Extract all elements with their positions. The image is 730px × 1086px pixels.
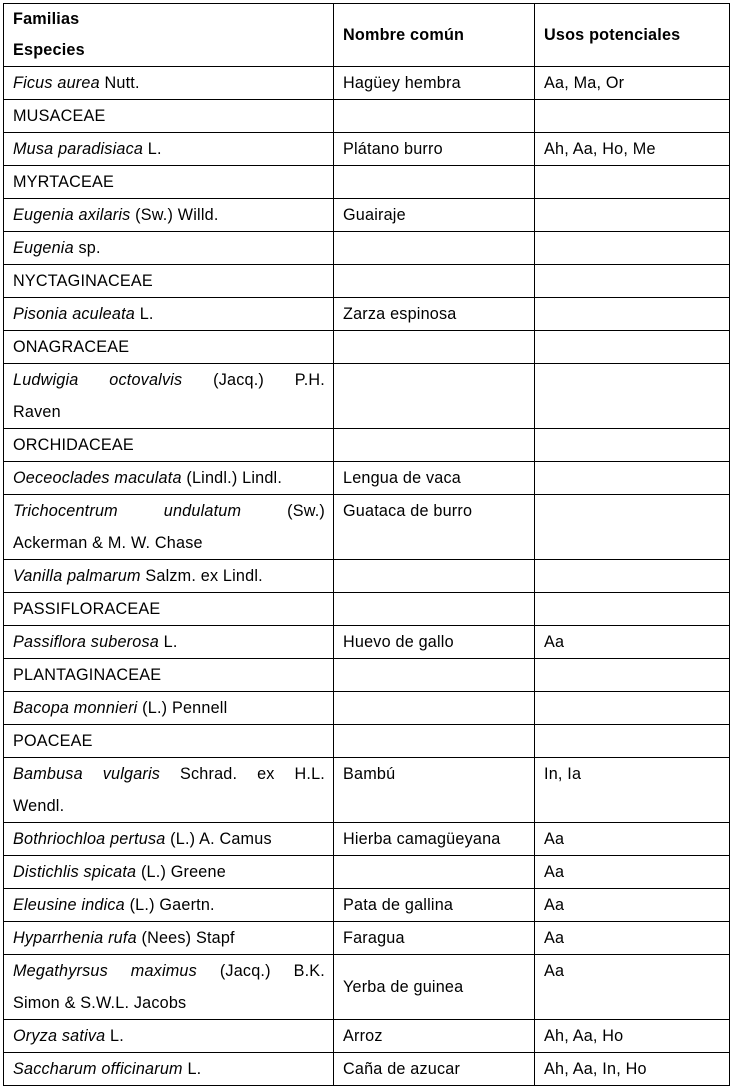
species-row (4, 298, 730, 331)
uses-cell: Aa (535, 626, 730, 659)
common-name-cell: Yerba de guinea (334, 955, 535, 1020)
species-author: (L.) A. Camus (165, 830, 272, 848)
common-name-cell: Guataca de burro (334, 495, 535, 560)
species-name (4, 67, 334, 100)
common-name-cell: Bambú (334, 758, 535, 823)
species-author: Nutt. (99, 74, 140, 92)
uses-cell (535, 462, 730, 495)
species-name (4, 692, 334, 725)
species-binomial: Vanilla palmarum (13, 567, 141, 585)
species-name-line1 (13, 495, 325, 527)
uses-cell (535, 560, 730, 593)
species-author-part: H.L. (294, 765, 325, 783)
species-binomial: Eleusine indica (13, 896, 125, 914)
family-row (4, 725, 730, 758)
species-author: L. (105, 1027, 124, 1045)
common-name-cell (334, 232, 535, 265)
species-author-part: B.K. (293, 962, 325, 980)
uses-cell (535, 265, 730, 298)
species-author: (Lindl.) Lindl. (181, 469, 283, 487)
species-row (4, 1020, 730, 1053)
species-genus: Megathyrsus (13, 962, 108, 980)
species-author: L. (158, 633, 178, 651)
species-genus: Ludwigia (13, 371, 79, 389)
family-name: ORCHIDACEAE (4, 429, 334, 462)
uses-cell (535, 166, 730, 199)
uses-cell (535, 100, 730, 133)
uses-cell: Ah, Aa, Ho, Me (535, 133, 730, 166)
uses-cell: Aa (535, 823, 730, 856)
header-row (4, 4, 730, 67)
common-name-cell: Caña de azucar (334, 1053, 535, 1086)
species-name (4, 1053, 334, 1086)
common-name-cell (334, 166, 535, 199)
species-row (4, 232, 730, 265)
species-author: Salzm. ex Lindl. (140, 567, 263, 585)
species-name-line1 (13, 758, 325, 790)
species-author-part: ex (257, 765, 275, 783)
uses-cell (535, 199, 730, 232)
common-name-cell: Plátano burro (334, 133, 535, 166)
uses-cell: In, Ia (535, 758, 730, 823)
common-name-cell: Arroz (334, 1020, 535, 1053)
common-name-cell: Guairaje (334, 199, 535, 232)
species-name (4, 298, 334, 331)
common-name-cell: Pata de gallina (334, 889, 535, 922)
species-genus: Bambusa (13, 765, 83, 783)
common-name-cell (334, 725, 535, 758)
uses-cell: Ah, Aa, In, Ho (535, 1053, 730, 1086)
common-name-cell: Hagüey hembra (334, 67, 535, 100)
species-row (4, 133, 730, 166)
species-author-part: (Jacq.) (213, 371, 265, 389)
uses-cell: Aa (535, 922, 730, 955)
species-name (4, 856, 334, 889)
species-row (4, 692, 730, 725)
species-epithet: octovalvis (109, 371, 183, 389)
species-name (4, 462, 334, 495)
species-row (4, 495, 730, 560)
family-row (4, 659, 730, 692)
species-binomial: Hyparrhenia rufa (13, 929, 137, 947)
common-name-cell (334, 364, 535, 429)
family-row (4, 429, 730, 462)
family-name: PASSIFLORACEAE (4, 593, 334, 626)
common-name-cell: Hierba camagüeyana (334, 823, 535, 856)
species-binomial: Bacopa monnieri (13, 699, 138, 717)
species-name (4, 495, 334, 560)
species-binomial: Musa paradisiaca (13, 140, 144, 158)
species-row (4, 364, 730, 429)
species-row (4, 758, 730, 823)
uses-cell: Aa (535, 889, 730, 922)
family-row (4, 265, 730, 298)
uses-cell: Aa (535, 955, 730, 1020)
species-row (4, 462, 730, 495)
species-row (4, 955, 730, 1020)
species-author: (Sw.) Willd. (130, 206, 219, 224)
species-name (4, 199, 334, 232)
species-binomial: Distichlis spicata (13, 863, 137, 881)
family-row (4, 331, 730, 364)
species-binomial: Oryza sativa (13, 1027, 106, 1045)
species-author-part: Schrad. (180, 765, 238, 783)
species-epithet: maximus (130, 962, 197, 980)
species-author: (L.) Gaertn. (124, 896, 215, 914)
common-name-cell (334, 429, 535, 462)
common-name-cell (334, 100, 535, 133)
species-name-line2: Ackerman & M. W. Chase (13, 534, 203, 552)
common-name-cell: Faragua (334, 922, 535, 955)
common-name-cell (334, 265, 535, 298)
family-name: POACEAE (4, 725, 334, 758)
species-row (4, 856, 730, 889)
species-author: L. (182, 1060, 202, 1078)
species-author: (L.) Greene (136, 863, 226, 881)
species-row (4, 67, 730, 100)
species-name-line2: Wendl. (13, 797, 65, 815)
species-author: (L.) Pennell (137, 699, 228, 717)
species-epithet: vulgaris (102, 765, 161, 783)
species-author-part: P.H. (294, 371, 325, 389)
common-name-cell (334, 560, 535, 593)
species-genus: Trichocentrum (13, 502, 118, 520)
family-row (4, 593, 730, 626)
header-potential-uses: Usos potenciales (535, 4, 730, 67)
species-name-line2: Raven (13, 403, 61, 421)
uses-cell: Aa (535, 856, 730, 889)
species-binomial: Ficus aurea (13, 74, 100, 92)
uses-cell (535, 495, 730, 560)
species-binomial: Bothriochloa pertusa (13, 830, 166, 848)
species-name (4, 626, 334, 659)
uses-cell: Ah, Aa, Ho (535, 1020, 730, 1053)
species-binomial: Oeceoclades maculata (13, 469, 182, 487)
family-name: MYRTACEAE (4, 166, 334, 199)
family-name: NYCTAGINACEAE (4, 265, 334, 298)
species-row (4, 823, 730, 856)
species-row (4, 922, 730, 955)
species-row (4, 560, 730, 593)
species-name-line2: Simon & S.W.L. Jacobs (13, 994, 187, 1012)
uses-cell (535, 593, 730, 626)
species-row (4, 626, 730, 659)
common-name-cell (334, 331, 535, 364)
species-name (4, 823, 334, 856)
common-name-cell: Zarza espinosa (334, 298, 535, 331)
uses-cell (535, 331, 730, 364)
species-binomial: Saccharum officinarum (13, 1060, 183, 1078)
species-table (3, 3, 730, 1086)
species-name (4, 1020, 334, 1053)
species-name-line1 (13, 364, 325, 396)
species-binomial: Eugenia (13, 239, 74, 257)
species-name-line1 (13, 955, 325, 987)
species-author: (Sw.) (287, 502, 325, 520)
species-name (4, 232, 334, 265)
common-name-cell: Huevo de gallo (334, 626, 535, 659)
family-name: MUSACEAE (4, 100, 334, 133)
family-row (4, 100, 730, 133)
species-author: (Nees) Stapf (136, 929, 235, 947)
common-name-cell (334, 692, 535, 725)
species-binomial: Pisonia aculeata (13, 305, 135, 323)
species-binomial: Eugenia axilaris (13, 206, 131, 224)
family-name: ONAGRACEAE (4, 331, 334, 364)
common-name-cell (334, 659, 535, 692)
header-families: Familias (13, 10, 80, 28)
species-epithet: undulatum (163, 502, 242, 520)
uses-cell (535, 364, 730, 429)
species-name (4, 889, 334, 922)
uses-cell (535, 298, 730, 331)
species-row (4, 199, 730, 232)
header-species: Especies (13, 41, 85, 59)
header-common-name: Nombre común (334, 4, 535, 67)
species-author: sp. (73, 239, 101, 257)
uses-cell (535, 692, 730, 725)
uses-cell (535, 232, 730, 265)
header-families-species (4, 4, 334, 67)
species-author: L. (143, 140, 162, 158)
species-row (4, 1053, 730, 1086)
species-name (4, 364, 334, 429)
species-name (4, 560, 334, 593)
uses-cell: Aa, Ma, Or (535, 67, 730, 100)
uses-cell (535, 429, 730, 462)
uses-cell (535, 725, 730, 758)
species-name (4, 955, 334, 1020)
common-name-cell: Lengua de vaca (334, 462, 535, 495)
uses-cell (535, 659, 730, 692)
species-author: L. (135, 305, 154, 323)
family-name: PLANTAGINACEAE (4, 659, 334, 692)
species-row (4, 889, 730, 922)
species-name (4, 133, 334, 166)
species-name (4, 758, 334, 823)
species-binomial: Passiflora suberosa (13, 633, 159, 651)
family-row (4, 166, 730, 199)
common-name-cell (334, 856, 535, 889)
common-name-cell (334, 593, 535, 626)
species-name (4, 922, 334, 955)
species-author-part: (Jacq.) (219, 962, 271, 980)
